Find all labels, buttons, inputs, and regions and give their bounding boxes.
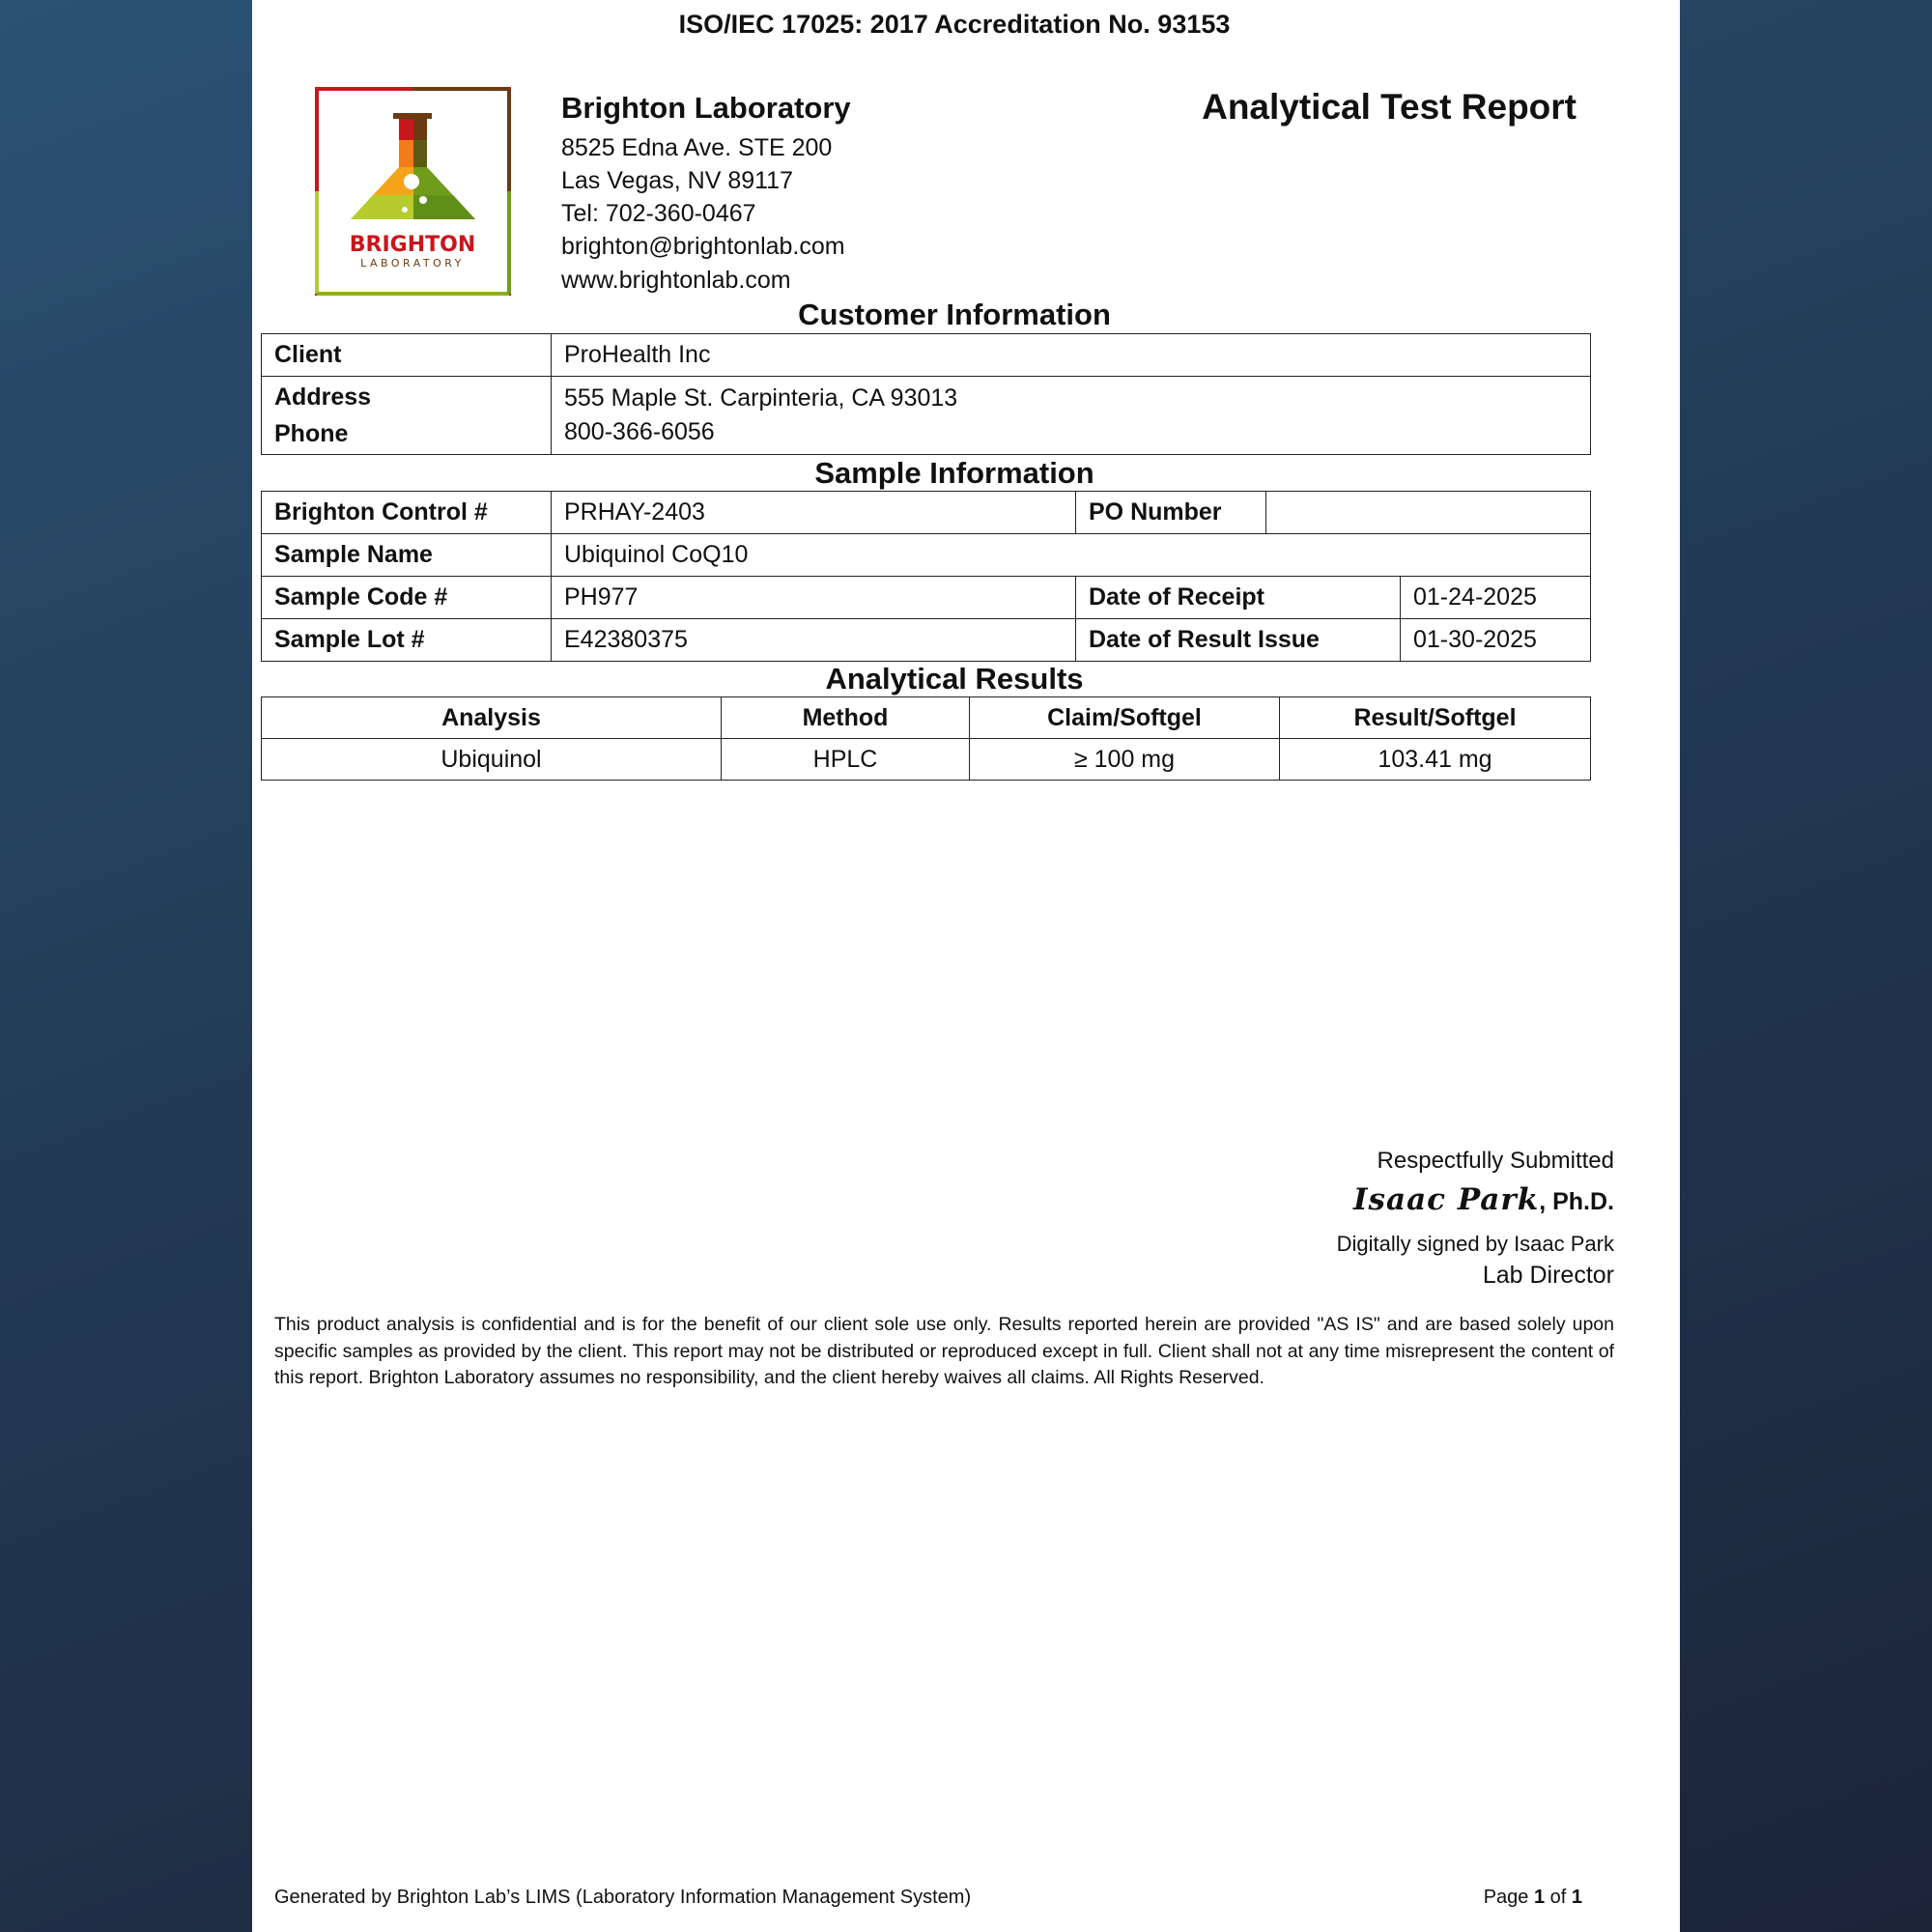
customer-information-heading: Customer Information — [798, 298, 1111, 331]
lab-name: Brighton Laboratory — [561, 91, 851, 125]
lab-email: brighton@brightonlab.com — [561, 233, 845, 260]
address-phone-row — [262, 377, 1591, 455]
page-prefix: Page — [1483, 1887, 1534, 1908]
column-header-analysis: Analysis — [262, 697, 722, 739]
date-of-receipt-value: 01-24-2025 — [1401, 577, 1591, 619]
analytical-results-table — [261, 696, 1591, 781]
handwritten-signature: Isaac Park — [1353, 1182, 1540, 1217]
date-of-result-issue-label: Date of Result Issue — [1076, 619, 1401, 662]
respectfully-submitted: Respectfully Submitted — [1377, 1148, 1614, 1174]
lab-address-line-1: 8525 Edna Ave. STE 200 — [561, 134, 833, 161]
client-row — [262, 334, 1591, 377]
result-analysis: Ubiquinol — [262, 739, 722, 781]
date-of-result-issue-value: 01-30-2025 — [1401, 619, 1591, 662]
signer-title: Lab Director — [1482, 1262, 1614, 1289]
page-of: of — [1545, 1887, 1572, 1908]
sample-code-label: Sample Code # — [262, 577, 552, 619]
confidentiality-disclaimer: This product analysis is confidential and is for the benefit of our client sole use only. Results reported herein are provided "AS IS" and are based solely upon specific samples as provided by the client. This report may not be distributed or reproduced except in full. Client shall not at any time misrepresent the content of this report. Brighton Laboratory assumes no responsibility, and the client hereby waives all claims. All Rights Reserved. — [274, 1314, 1614, 1388]
brighton-logo — [315, 87, 511, 296]
phone-label: Phone — [274, 420, 349, 447]
logo-subtext: LABORATORY — [360, 257, 465, 270]
phone-value: 800-366-6056 — [564, 418, 715, 445]
page-current: 1 — [1533, 1887, 1546, 1908]
sample-name-label: Sample Name — [262, 534, 552, 577]
accreditation-line: ISO/IEC 17025: 2017 Accreditation No. 93153 — [678, 10, 1231, 39]
client-label: Client — [262, 334, 552, 377]
result-method: HPLC — [722, 739, 970, 781]
column-header-method: Method — [722, 697, 970, 739]
footer-generated-by: Generated by Brighton Lab’s LIMS (Laboratory Information Management System) — [274, 1887, 972, 1908]
signature-line — [1353, 1182, 1614, 1217]
address-phone-label-cell — [262, 377, 552, 455]
report-page — [252, 0, 1680, 1932]
analytical-results-heading: Analytical Results — [825, 662, 1084, 696]
table-row — [262, 739, 1591, 781]
logo-wordmark: BRIGHTON — [349, 233, 476, 257]
address-value: 555 Maple St. Carpinteria, CA 93013 — [564, 384, 958, 412]
lab-telephone: Tel: 702-360-0467 — [561, 200, 756, 227]
report-title: Analytical Test Report — [1202, 87, 1577, 127]
sample-name-value: Ubiquinol CoQ10 — [552, 534, 1591, 577]
client-value: ProHealth Inc — [552, 334, 1591, 377]
sample-lot-value: E42380375 — [552, 619, 1076, 662]
po-number-value — [1266, 492, 1591, 534]
digitally-signed-note: Digitally signed by Isaac Park — [1336, 1232, 1614, 1256]
sample-information-heading: Sample Information — [814, 456, 1094, 490]
lab-address-line-2: Las Vegas, NV 89117 — [561, 167, 793, 194]
result-claim: ≥ 100 mg — [970, 739, 1280, 781]
result-value: 103.41 mg — [1280, 739, 1591, 781]
address-label: Address — [274, 384, 372, 411]
page-number — [1484, 1887, 1582, 1909]
signature-credential: , Ph.D. — [1539, 1188, 1614, 1215]
control-row — [262, 492, 1591, 534]
sample-lot-row — [262, 619, 1591, 662]
lab-website: www.brightonlab.com — [561, 267, 791, 294]
sample-information-table — [261, 491, 1591, 662]
column-header-claim: Claim/Softgel — [970, 697, 1280, 739]
results-header-row — [262, 697, 1591, 739]
column-header-result: Result/Softgel — [1280, 697, 1591, 739]
address-phone-value-cell — [552, 377, 1591, 455]
control-number-value: PRHAY-2403 — [552, 492, 1076, 534]
date-of-receipt-label: Date of Receipt — [1076, 577, 1401, 619]
sample-code-row — [262, 577, 1591, 619]
page-total: 1 — [1571, 1887, 1582, 1908]
sample-lot-label: Sample Lot # — [262, 619, 552, 662]
po-number-label: PO Number — [1076, 492, 1266, 534]
sample-name-row — [262, 534, 1591, 577]
customer-information-table — [261, 333, 1591, 455]
control-number-label: Brighton Control # — [262, 492, 552, 534]
sample-code-value: PH977 — [552, 577, 1076, 619]
